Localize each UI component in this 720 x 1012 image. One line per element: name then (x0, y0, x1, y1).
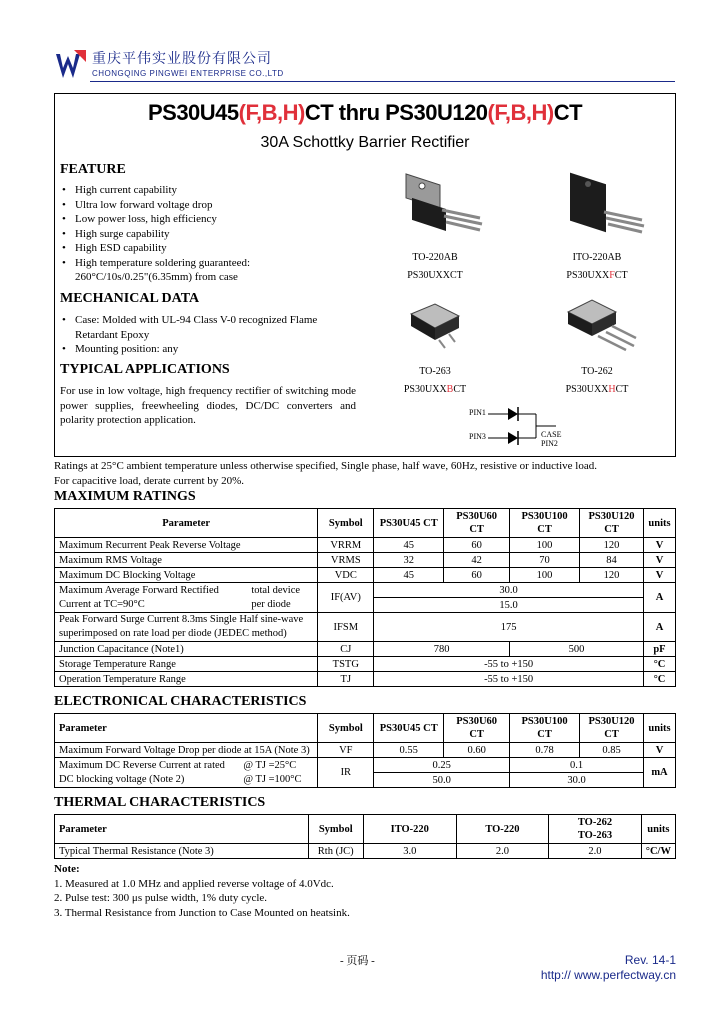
column-header: TO-220 (456, 815, 549, 844)
column-header: ITO-220 (363, 815, 456, 844)
table-header-row (55, 714, 676, 743)
to220ab-package-drawing (400, 166, 490, 236)
package-part-label: PS30UXXCT (407, 270, 463, 281)
package-part-label: PS30UXXHCT (565, 384, 629, 395)
electrical-table (54, 713, 676, 788)
table-row: Peak Forward Surge Current 8.3ms Single Half sine-wave superimposed on rate load per diode (JEDEC method) IFSM 175 A (55, 613, 676, 642)
to263-package-drawing (405, 300, 465, 352)
table-header-row (55, 509, 676, 538)
table-row: 50.0 30.0 (55, 773, 676, 788)
feature-heading: FEATURE (60, 162, 126, 177)
column-header: units (643, 714, 675, 743)
table-row: Maximum DC Blocking Voltage VDC 45 60 100 120 V (55, 568, 676, 583)
column-header: Parameter (55, 714, 318, 743)
column-header: PS30U120 CT (580, 509, 644, 538)
header-divider (90, 81, 675, 82)
pin3-label: PIN3 (469, 432, 486, 441)
table-row: Maximum Average Forward Rectified total device Current at TC=90°C per diode IF(AV) 30.0 A (55, 583, 676, 598)
column-header: TO-262 TO-263 (549, 815, 642, 844)
list-item: • Ultra low forward voltage drop (60, 198, 360, 213)
table-row: Junction Capacitance (Note1) CJ 780 500 pF (55, 642, 676, 657)
pin1-label: PIN1 (469, 408, 486, 417)
package-name-label: TO-263 (419, 366, 451, 377)
column-header: units (641, 815, 675, 844)
table-row: Maximum DC Reverse Current at rated @ TJ =25°C DC blocking voltage (Note 2) @ TJ =100°C IR 0.25 0.1 mA (55, 758, 676, 773)
list-item: • High current capability (60, 183, 360, 198)
website-link[interactable]: http:// www.perfectway.cn (540, 968, 676, 982)
table-row: 15.0 (55, 598, 676, 613)
pin2-label: PIN2 (541, 439, 558, 448)
table-row: Maximum RMS Voltage VRMS 32 42 70 84 V (55, 553, 676, 568)
applications-heading: TYPICAL APPLICATIONS (60, 362, 230, 377)
company-name-cn: 重庆平伟实业股份有限公司 (92, 51, 272, 67)
package-name-label: ITO-220AB (572, 252, 622, 263)
product-title: PS30U45(F,B,H)CT thru PS30U120(F,B,H)CT (147, 100, 583, 125)
thermal-table (54, 814, 676, 859)
max-ratings-table (54, 508, 676, 687)
max-ratings-heading: MAXIMUM RATINGS (54, 489, 196, 504)
table-row: Operation Temperature Range TJ -55 to +150 °C (55, 672, 676, 687)
case-label: CASE (541, 430, 562, 439)
company-name-en: CHONGQING PINGWEI ENTERPRISE CO.,LTD (92, 69, 284, 78)
column-header: PS30U120 CT (580, 714, 644, 743)
package-part-label: PS30UXXBCT (403, 384, 467, 395)
package-name-label: TO-220AB (412, 252, 458, 263)
package-name-label: TO-262 (581, 366, 613, 377)
table-row: Maximum Forward Voltage Drop per diode at 15A (Note 3) VF 0.55 0.60 0.78 0.85 V (55, 743, 676, 758)
note-item: 2. Pulse test: 300 μs pulse width, 1% duty cycle. (54, 892, 268, 904)
note-item: 3. Thermal Resistance from Junction to Case Mounted on heatsink. (54, 906, 350, 919)
column-header: PS30U100 CT (510, 509, 580, 538)
package-part-label: PS30UXXFCT (566, 270, 628, 281)
column-header: units (643, 509, 675, 538)
column-header: PS30U45 CT (374, 714, 444, 743)
list-item: • High ESD capability (60, 241, 360, 256)
list-item: • Mounting position: any (60, 342, 325, 357)
ito220ab-package-drawing (562, 166, 652, 236)
thermal-heading: THERMAL CHARACTERISTICS (54, 795, 266, 810)
feature-list (60, 183, 360, 285)
page-number: - 页码 - (340, 955, 375, 967)
column-header: PS30U100 CT (510, 714, 580, 743)
company-logo (54, 48, 88, 80)
to262-package-drawing (562, 296, 642, 356)
column-header: PS30U45 CT (374, 509, 444, 538)
list-item: • High temperature soldering guaranteed: 260°C/10s/0.25"(6.35mm) from case (60, 256, 275, 285)
column-header: Parameter (55, 509, 318, 538)
mechanical-heading: MECHANICAL DATA (60, 291, 200, 306)
column-header: Parameter (55, 815, 309, 844)
table-row: Maximum Recurrent Peak Reverse Voltage VRRM 45 60 100 120 V (55, 538, 676, 553)
column-header: Symbol (308, 815, 363, 844)
table-row: Storage Temperature Range TSTG -55 to +150 °C (55, 657, 676, 672)
list-item: • Low power loss, high efficiency (60, 212, 360, 227)
note-item: 1. Measured at 1.0 MHz and applied reverse voltage of 4.0Vdc. (54, 877, 334, 890)
electrical-heading: ELECTRONICAL CHARACTERISTICS (54, 694, 307, 709)
mechanical-list (60, 313, 325, 357)
ratings-note: Ratings at 25°C ambient temperature unless otherwise specified, Single phase, half wave, 60Hz, resistive or inductive load. For capacitive load, derate current by 20%. (54, 460, 597, 487)
list-item: • High surge capability (60, 227, 360, 242)
revision-label: Rev. 14-1 (624, 953, 676, 967)
notes: Note: 1. Measured at 1.0 MHz and applied reverse voltage of 4.0Vdc. 2. Pulse test: 300 μs pulse width, 1% duty cycle. 3. Thermal Resistance from Junction to Case Mounted on heatsink. (54, 862, 694, 920)
table-row: Typical Thermal Resistance (Note 3) Rth (JC) 3.0 2.0 2.0 °C/W (55, 844, 676, 859)
product-subtitle: 30A Schottky Barrier Rectifier (260, 134, 470, 151)
list-item: • Case: Molded with UL-94 Class V-0 recognized Flame Retardant Epoxy (60, 313, 325, 342)
column-header: Symbol (318, 714, 374, 743)
column-header: PS30U60 CT (444, 509, 510, 538)
applications-text: For use in low voltage, high frequency rectifier of switching mode power supplies, freewheeling diodes, DC/DC converters and polarity protection application. (60, 385, 356, 426)
column-header: Symbol (318, 509, 374, 538)
column-header: PS30U60 CT (444, 714, 510, 743)
table-header-row (55, 815, 676, 844)
